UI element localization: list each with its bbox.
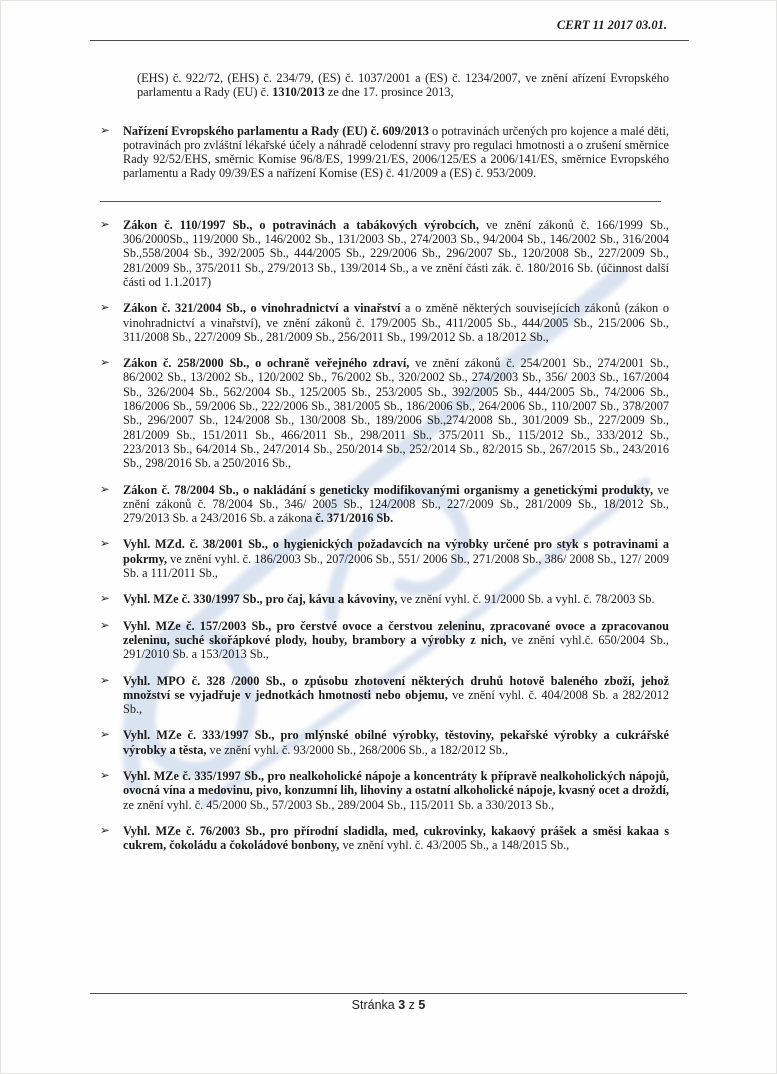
page-footer	[90, 993, 687, 1012]
arrow-bullet-icon: ➢	[100, 483, 110, 496]
list-item-decree-38-2001	[100, 537, 669, 580]
item-body: a o změně některých souvisejících zákonů (zákon o vinohradnictví a vinařství), ve znění zákonů č. 179/2005 Sb., 411/2005 Sb., 444/2005 Sb., 215/2006 Sb., 311/2008 Sb., 227/2009 Sb., 281/2009 Sb., 256/2011 Sb., 199/2012 Sb. a 18/2012 Sb.,	[123, 301, 669, 344]
header-rule	[90, 40, 689, 41]
doc-header-code: CERT 11 2017 03.01.	[556, 18, 667, 32]
list-item-decree-76-2003	[100, 824, 669, 853]
list-item-law-110-1997	[100, 218, 669, 289]
item-body: ve znění vyhl. č. 186/2003 Sb., 207/2006 Sb., 551/ 2006 Sb., 271/2008 Sb., 386/ 2008 Sb., 127/ 2009 Sb. a 111/2011 Sb.,	[123, 551, 669, 581]
list-item-law-321-2004	[100, 301, 669, 344]
item-body: ve znění zákonů č. 78/2004 Sb., 346/ 2005 Sb., 124/2008 Sb., 227/2009 Sb., 281/2009 Sb., 18/2012 Sb., 279/2013 Sb. a 243/2016 Sb. a zákona	[123, 482, 669, 526]
list-item-law-258-2000	[100, 356, 669, 470]
intro-paragraph	[137, 71, 669, 100]
list-item-decree-157-2003	[100, 619, 669, 662]
item-paragraph	[123, 824, 669, 853]
list-item-decree-335-1997	[100, 769, 669, 812]
list-item-decree-328-2000	[100, 674, 669, 717]
regulations-list	[100, 124, 669, 853]
arrow-bullet-icon: ➢	[100, 538, 110, 551]
item-title: Zákon č. 258/2000 Sb., o ochraně veřejného zdraví,	[123, 356, 410, 371]
arrow-bullet-icon: ➢	[100, 218, 110, 231]
section-divider-rule	[100, 201, 661, 202]
arrow-bullet-icon: ➢	[100, 769, 110, 782]
footer-total-pages: 5	[418, 998, 426, 1012]
footer-page-number: 3	[398, 998, 406, 1012]
item-body: ve znění vyhl. č. 93/2000 Sb., 268/2006 Sb., a 182/2012 Sb.,	[206, 742, 509, 757]
item-paragraph	[123, 124, 669, 181]
item-bold-tail: č. 371/2016 Sb.	[315, 511, 394, 526]
arrow-bullet-icon: ➢	[100, 674, 110, 687]
intro-text-tail: ze dne 17. prosince 2013,	[324, 85, 454, 100]
footer-label: Stránka	[351, 998, 395, 1012]
item-body: ze znění vyhl. č. 45/2000 Sb., 57/2003 Sb., 289/2004 Sb., 115/2011 Sb. a 330/2013 Sb.,	[123, 797, 555, 812]
arrow-bullet-icon: ➢	[100, 824, 110, 837]
arrow-bullet-icon: ➢	[100, 124, 110, 137]
item-title: Vyhl. MZe č. 333/1997 Sb., pro mlýnské obilné výrobky, těstoviny, pekařské výrobky a cukrářské výrobky a těsta,	[123, 728, 669, 757]
intro-bold-ref: 1310/2013	[272, 85, 325, 100]
arrow-bullet-icon: ➢	[100, 593, 110, 606]
list-item-decree-333-1997	[100, 728, 669, 757]
item-paragraph	[123, 537, 669, 580]
arrow-bullet-icon: ➢	[100, 302, 110, 315]
item-body: ve znění vyhl. č. 43/2005 Sb., a 148/2015 Sb.,	[339, 838, 570, 853]
item-paragraph	[123, 218, 669, 289]
item-body: ve znění zákonů č. 166/1999 Sb., 306/2000Sb., 119/2000 Sb., 146/2002 Sb., 131/2003 Sb., 274/2003 Sb., 94/2004 Sb., 146/2002 Sb., 316/2004 Sb.,558/2004 Sb., 392/2005 Sb., 444/2005 Sb., 229/2006 Sb., 296/2007 Sb., 120/2008 Sb., 227/2009 Sb., 281/2009 Sb., 375/2011 Sb., 279/2013 Sb., 139/2014 Sb., a ve znění části zák. č. 180/2016 Sb. (účinnost další části od 1.1.2017)	[123, 217, 669, 289]
item-paragraph	[123, 356, 669, 470]
list-item-law-78-2004	[100, 483, 669, 526]
item-title: Vyhl. MZe č. 157/2003 Sb., pro čerstvé ovoce a čerstvou zeleninu, zpracované ovoce a zpracovanou zeleninu, suché skořápkové plody, houby, brambory a výrobky z nich,	[123, 618, 669, 647]
footer-of: z	[408, 998, 415, 1012]
item-paragraph	[123, 728, 669, 757]
item-title: Vyhl. MZe č. 335/1997 Sb., pro nealkoholické nápoje a koncentráty k přípravě nealkoholických nápojů, ovocná vína a medovinu, pivo, konzumní lih, lihoviny a ostatní alkoholické nápoje, kvasný ocet a droždí,	[123, 768, 669, 798]
item-body: ve znění vyhl. č. 404/2008 Sb. a 282/2012 Sb.,	[123, 687, 670, 717]
item-body: ve znění vyhl. č. 91/2000 Sb. a vyhl. č. 78/2003 Sb.	[397, 592, 655, 607]
arrow-bullet-icon: ➢	[100, 729, 110, 742]
item-title: Vyhl. MZe č. 76/2003 Sb., pro přírodní sladidla, med, cukrovinky, kakaový prášek a směsi kakaa s cukrem, čokoládu a čokoládové bonbony,	[123, 823, 669, 853]
item-title: Zákon č. 110/1997 Sb., o potravinách a tabákových výrobcích,	[123, 217, 479, 232]
item-paragraph	[123, 483, 669, 526]
intro-text: (EHS) č. 922/72, (EHS) č. 234/79, (ES) č. 1037/2001 a (ES) č. 1234/2007, ve znění ařízení Evropského parlamentu a Rady (EU) č.	[137, 71, 669, 100]
item-paragraph	[123, 592, 669, 606]
item-body: o potravinách určených pro kojence a malé děti, potravinách pro zvláštní lékařské účely a náhradě celodenní stravy pro regulaci hmotnosti a o zrušení směrnice Rady 92/52/EHS, směrnic Komise 96/8/ES, 1999/21/ES, 2006/125/ES a 2006/141/ES, směrnice Evropského parlamentu a Rady 09/39/ES a nařízení Komise (ES) č. 41/2009 a (ES) č. 953/2009.	[123, 123, 669, 181]
item-title: Vyhl. MZd. č. 38/2001 Sb., o hygienických požadavcích na výrobky určené pro styk s potravinami a pokrmy,	[123, 537, 669, 566]
item-title: Zákon č. 321/2004 Sb., o vinohradnictví a vinařství	[123, 301, 401, 316]
item-title: Zákon č. 78/2004 Sb., o nakládání s geneticky modifikovanými organismy a genetickými produkty,	[123, 482, 654, 497]
item-body: ve znění zákonů č. 254/2001 Sb., 274/2001 Sb., 86/2002 Sb., 13/2002 Sb., 120/2002 Sb., 76/2002 Sb., 320/2002 Sb., 274/2003 Sb., 356/ 2003 Sb., 167/2004 Sb., 326/2004 Sb., 562/2004 Sb., 125/2005 Sb., 253/2005 Sb., 392/2005 Sb., 444/2005 Sb., 74/2006 Sb., 186/2006 Sb., 59/2006 Sb., 222/2006 Sb., 381/2005 Sb., 186/2006 Sb., 264/2006 Sb., 110/2007 Sb., 378/2007 Sb., 296/2007 Sb., 124/2008 Sb., 130/2008 Sb., 189/2006 Sb.,274/2008 Sb., 301/2009 Sb., 227/2009 Sb., 281/2009 Sb., 151/2011 Sb., 466/2011 Sb., 298/2011 Sb., 375/2011 Sb., 115/2012 Sb., 333/2012 Sb., 223/2013 Sb., 64/2014 Sb., 247/2014 Sb., 250/2014 Sb., 252/2014 Sb., 82/2015 Sb., 267/2015 Sb., 243/2016 Sb., 298/2016 Sb. a 250/2016 Sb.,	[123, 356, 670, 471]
item-paragraph	[123, 619, 669, 662]
list-item-decree-330-1997	[100, 592, 669, 606]
item-paragraph	[123, 769, 669, 812]
arrow-bullet-icon: ➢	[100, 357, 110, 370]
arrow-bullet-icon: ➢	[100, 619, 110, 632]
list-item-eu-regulation	[100, 124, 669, 181]
item-title: Nařízení Evropského parlamentu a Rady (EU) č. 609/2013	[123, 123, 429, 138]
item-paragraph	[123, 674, 669, 717]
item-body: ve znění vyhl.č. 650/2004 Sb., 291/2010 Sb. a 153/2013 Sb.,	[123, 632, 669, 662]
item-title: Vyhl. MZe č. 330/1997 Sb., pro čaj, kávu a kávoviny,	[123, 592, 398, 607]
item-paragraph	[123, 301, 669, 344]
item-title: Vyhl. MPO č. 328 /2000 Sb., o způsobu zhotovení některých druhů hotově baleného zboží, jehož množství se vyjadřuje v jednotkách hmotnosti nebo objemu,	[123, 673, 669, 702]
